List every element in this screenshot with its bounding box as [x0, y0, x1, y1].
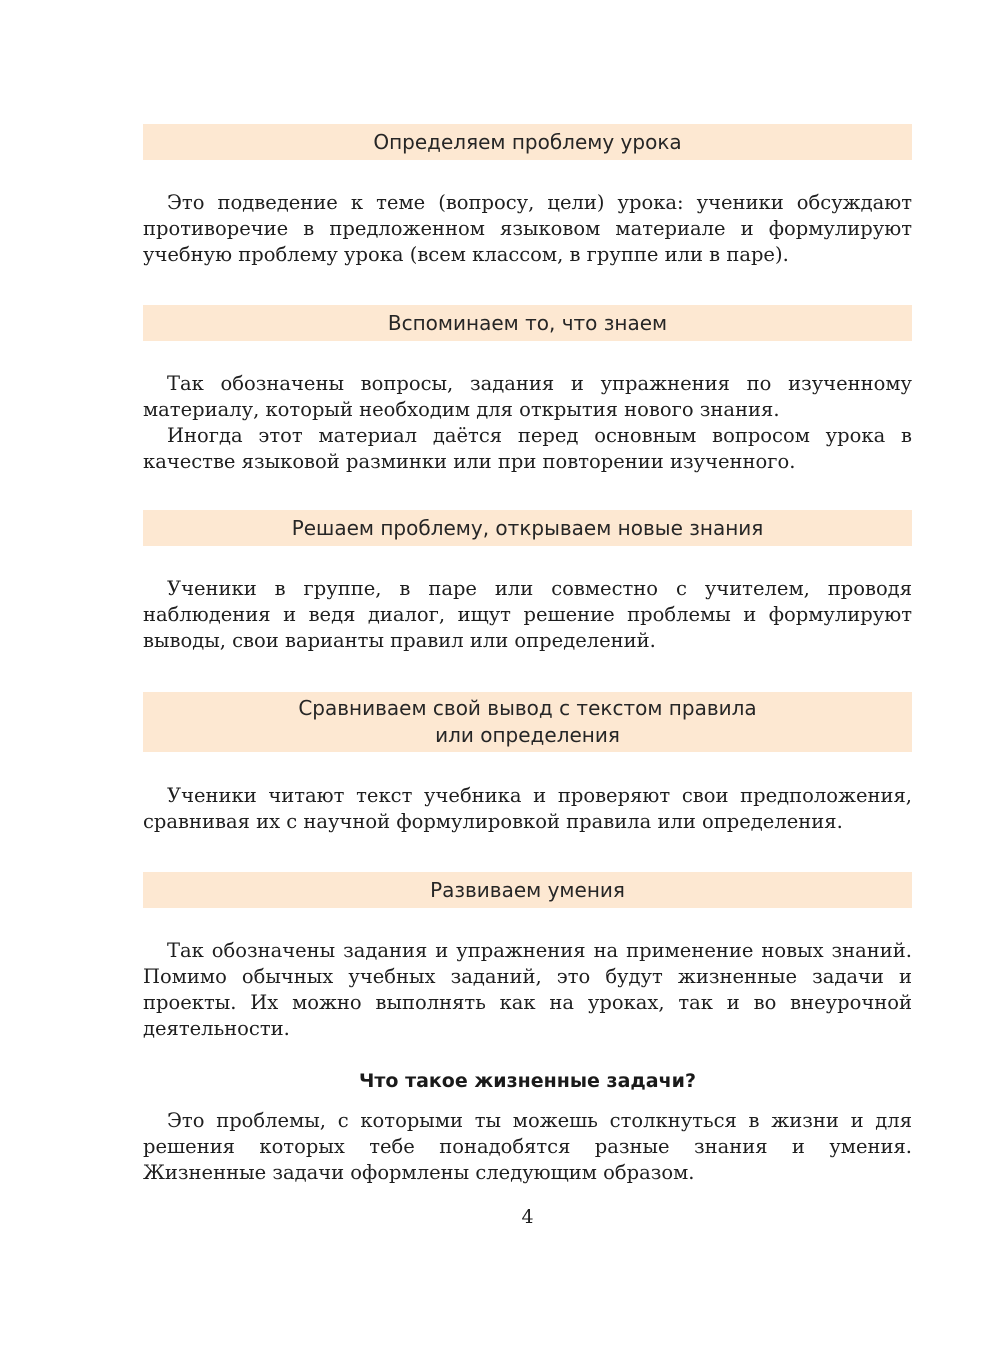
section-heading-text: Сравниваем свой вывод с текстом правила: [298, 696, 757, 720]
section-text-develop-skills: [143, 938, 912, 1042]
section-heading-text: Определяем проблему урока: [373, 129, 682, 154]
section-text-define-problem: [143, 190, 912, 268]
life-tasks-text: [143, 1108, 912, 1186]
paragraph: Это проблемы, с которыми ты можешь столкнуться в жизни и для решения которых тебе понадобятся разные знания и умения. Жизненные задачи оформлены следующим образом.: [143, 1109, 912, 1184]
section-heading-recall: [143, 305, 912, 341]
section-heading-text: или определения: [435, 723, 620, 747]
paragraph: Так обозначены задания и упражнения на применение новых знаний. Помимо обычных учебных заданий, это будут жизненные задачи и проекты. Их можно выполнять как на уроках, так и во внеурочной деятельности.: [143, 939, 912, 1040]
paragraph: Ученики читают текст учебника и проверяют свои предположения, сравнивая их с научной формулировкой правила или определения.: [143, 784, 912, 833]
paragraph: Ученики в группе, в паре или совместно с учителем, проводя наблюдения и ведя диалог, ищут решение проблемы и формулируют выводы, свои варианты правил или определений.: [143, 577, 912, 652]
section-heading-text: Решаем проблему, открываем новые знания: [291, 515, 764, 540]
section-heading-compare: [143, 692, 912, 752]
page-number: 4: [521, 1206, 534, 1228]
section-heading-define-problem: [143, 124, 912, 160]
section-text-solve-problem: [143, 576, 912, 654]
section-text-recall: [143, 371, 912, 475]
section-text-compare: [143, 783, 912, 835]
paragraph: Иногда этот материал даётся перед основным вопросом урока в качестве языковой разминки или при повторении изученного.: [143, 424, 912, 473]
paragraph: Это подведение к теме (вопросу, цели) урока: ученики обсуждают противоречие в предложенном языковом материале и формулируют учебную проблему урока (всем классом, в группе или в паре).: [143, 191, 912, 266]
section-heading-text: Развиваем умения: [430, 877, 625, 902]
paragraph: Так обозначены вопросы, задания и упражнения по изученному материалу, который необходим для открытия нового знания.: [143, 372, 912, 421]
section-heading-text: Вспоминаем то, что знаем: [387, 310, 668, 335]
section-heading-develop-skills: [143, 872, 912, 908]
life-tasks-heading: Что такое жизненные задачи?: [359, 1070, 696, 1092]
section-heading-solve-problem: [143, 510, 912, 546]
